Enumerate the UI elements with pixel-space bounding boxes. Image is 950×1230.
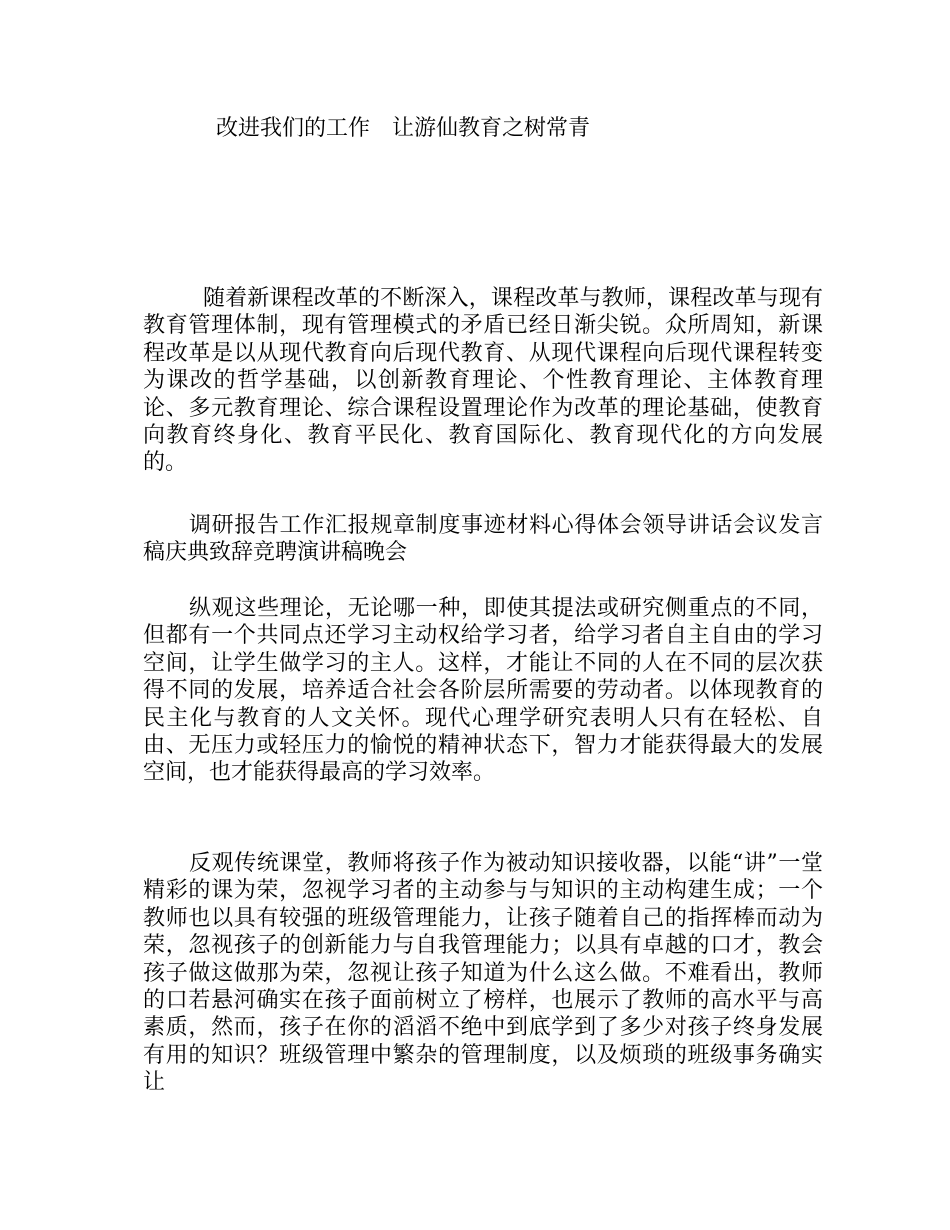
title-part-1: 改进我们的工作 [216,116,371,141]
document-title [216,114,590,144]
paragraph-3: 纵观这些理论，无论哪一种，即使其提法或研究侧重点的不同，但都有一个共同点还学习主动权给学习者，给学习者自主自由的学习空间，让学生做学习的主人。这样，才能让不同的人在不同的层次获得不同的发展，培养适合社会各阶层所需要的劳动者。以体现教育的民主化与教育的人文关怀。现代心理学研究表明人只有在轻松、自由、无压力或轻压力的愉悦的精神状态下，智力才能获得最大的发展空间，也才能获得最高的学习效率。 [143,596,823,786]
title-part-2: 让游仙教育之树常青 [392,116,591,141]
paragraph-2: 调研报告工作汇报规章制度事迹材料心得体会领导讲话会议发言稿庆典致辞竞聘演讲稿晚会 [143,513,823,566]
paragraph-1: 随着新课程改革的不断深入，课程改革与教师，课程改革与现有教育管理体制，现有管理模式的矛盾已经日渐尖锐。众所周知，新课程改革是以从现代教育向后现代教育、从现代课程向后现代课程转变为课改的哲学基础，以创新教育理论、个性教育理论、主体教育理论、多元教育理论、综合课程设置理论作为改革的理论基础，使教育向教育终身化、教育平民化、教育国际化、教育现代化的方向发展的。 [143,286,823,476]
paragraph-4: 反观传统课堂，教师将孩子作为被动知识接收器，以能“讲”一堂精彩的课为荣，忽视学习者的主动参与与知识的主动构建生成；一个教师也以具有较强的班级管理能力，让孩子随着自己的指挥棒而动为荣，忽视孩子的创新能力与自我管理能力；以具有卓越的口才，教会孩子做这做那为荣，忽视让孩子知道为什么这么做。不难看出，教师的口若悬河确实在孩子面前树立了榜样，也展示了教师的高水平与高素质，然而，孩子在你的滔滔不绝中到底学到了多少对孩子终身发展有用的知识？班级管理中繁杂的管理制度，以及烦琐的班级事务确实让 [143,851,823,1096]
